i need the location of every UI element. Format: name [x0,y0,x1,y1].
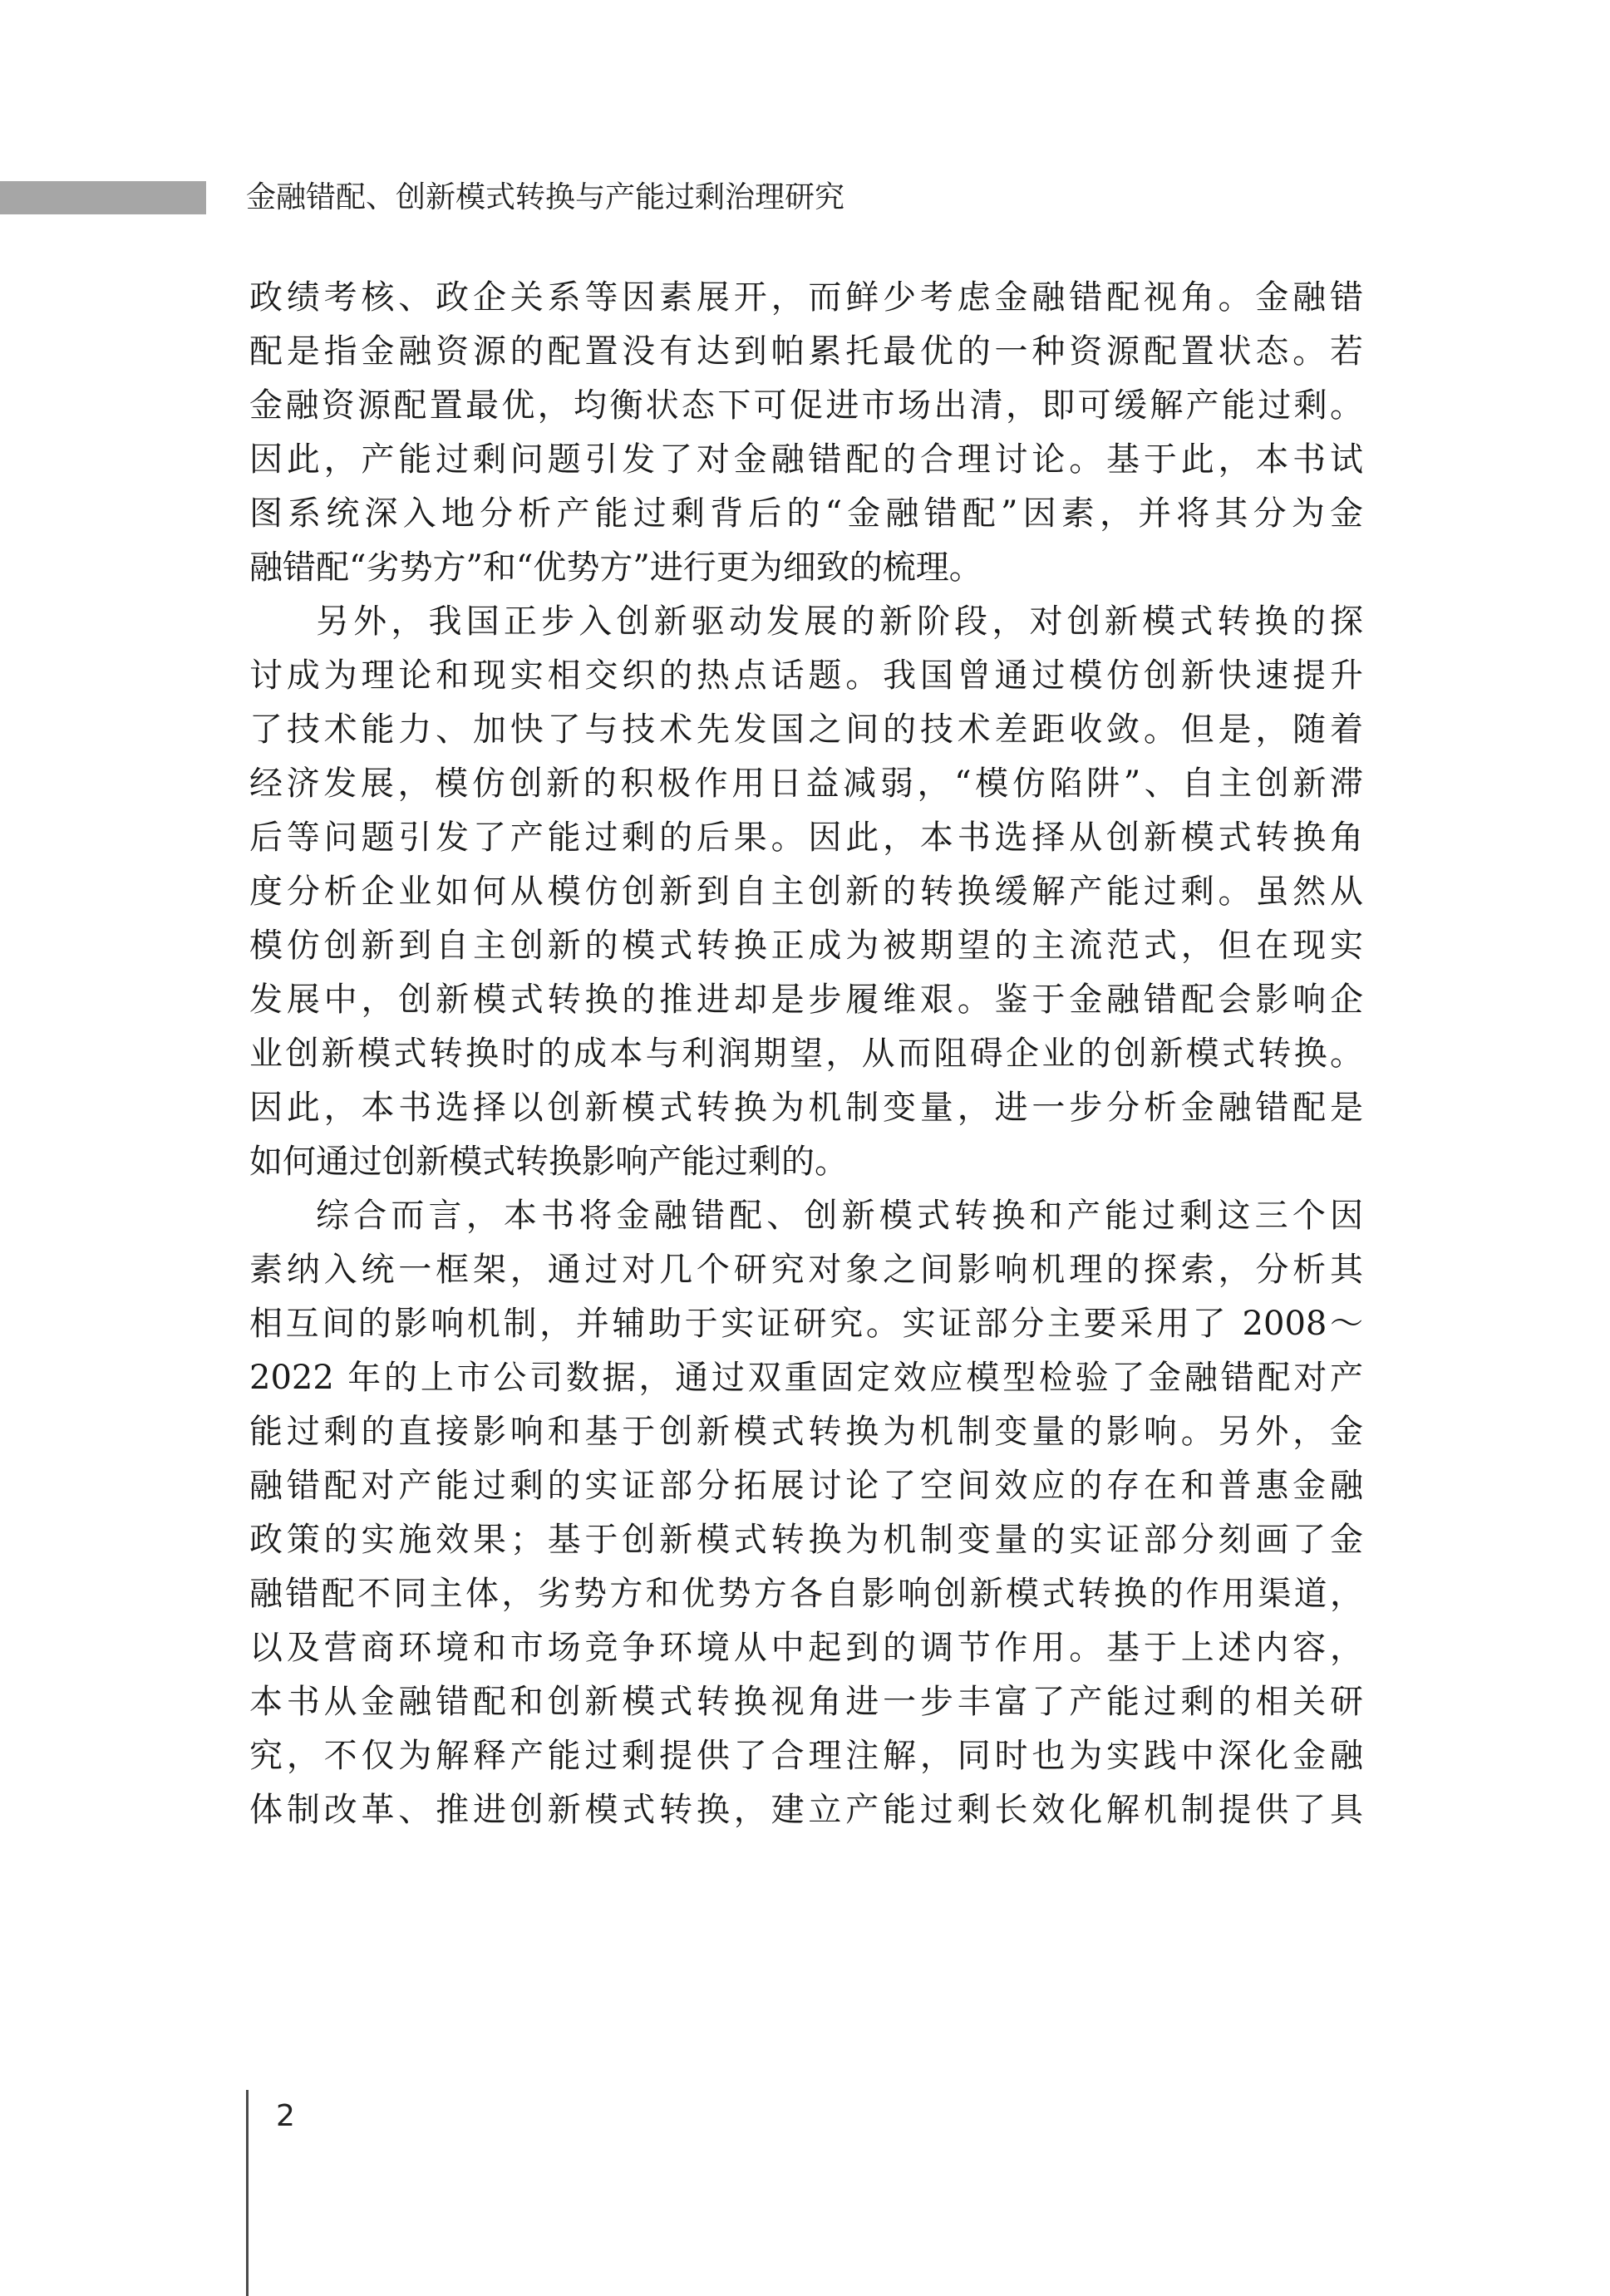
text-line: 经济发展，模仿创新的积极作用日益减弱，“模仿陷阱”、自主创新滞 [249,765,1363,803]
text-line: 能过剩的直接影响和基于创新模式转换为机制变量的影响。另外，金 [249,1413,1363,1451]
paragraph-1 [249,271,1363,595]
text-line: 模仿创新到自主创新的模式转换正成为被期望的主流范式，但在现实 [249,927,1363,965]
text-line: 2022 年的上市公司数据，通过双重固定效应模型检验了金融错配对产 [249,1359,1363,1397]
text-line: 业创新模式转换时的成本与利润期望，从而阻碍企业的创新模式转换。 [249,1035,1363,1073]
text-line: 综合而言，本书将金融错配、创新模式转换和产能过剩这三个因 [316,1197,1363,1235]
text-line: 政策的实施效果；基于创新模式转换为机制变量的实证部分刻画了金 [249,1521,1363,1559]
text-line: 如何通过创新模式转换影响产能过剩的。 [249,1143,848,1181]
text-line: 了技术能力、加快了与技术先发国之间的技术差距收敛。但是，随着 [249,710,1363,749]
text-line: 金融资源配置最优，均衡状态下可促进市场出清，即可缓解产能过剩。 [249,386,1363,425]
text-line: 因此，本书选择以创新模式转换为机制变量，进一步分析金融错配是 [249,1089,1363,1127]
text-line: 相互间的影响机制，并辅助于实证研究。实证部分主要采用了 2008～ [249,1305,1363,1343]
text-line: 融错配对产能过剩的实证部分拓展讨论了空间效应的存在和普惠金融 [249,1467,1363,1505]
text-line: 后等问题引发了产能过剩的后果。因此，本书选择从创新模式转换角 [249,819,1363,857]
text-line: 体制改革、推进创新模式转换，建立产能过剩长效化解机制提供了具 [249,1791,1363,1829]
text-line: 配是指金融资源的配置没有达到帕累托最优的一种资源配置状态。若 [249,332,1363,371]
text-line: 政绩考核、政企关系等因素展开，而鲜少考虑金融错配视角。金融错 [249,278,1363,317]
text-line: 图系统深入地分析产能过剩背后的“金融错配”因素，并将其分为金 [249,494,1363,533]
text-line: 究，不仅为解释产能过剩提供了合理注解，同时也为实践中深化金融 [249,1737,1363,1775]
folio-rule [246,2090,249,2296]
text-line: 度分析企业如何从模仿创新到自主创新的转换缓解产能过剩。虽然从 [249,873,1363,911]
text-line: 融错配不同主体，劣势方和优势方各自影响创新模式转换的作用渠道， [249,1575,1363,1613]
text-line: 讨成为理论和现实相交织的热点话题。我国曾通过模仿创新快速提升 [249,656,1363,695]
text-line: 以及营商环境和市场竞争环境从中起到的调节作用。基于上述内容， [249,1629,1363,1667]
text-line: 另外，我国正步入创新驱动发展的新阶段，对创新模式转换的探 [316,602,1363,641]
text-line: 素纳入统一框架，通过对几个研究对象之间影响机理的探索，分析其 [249,1251,1363,1289]
paragraph-3 [249,1189,1363,1837]
text-line: 发展中，创新模式转换的推进却是步履维艰。鉴于金融错配会影响企 [249,981,1363,1019]
text-line: 融错配“劣势方”和“优势方”进行更为细致的梳理。 [249,548,982,587]
text-line: 因此，产能过剩问题引发了对金融错配的合理讨论。基于此，本书试 [249,440,1363,479]
page-number: 2 [276,2099,295,2133]
text-line: 本书从金融错配和创新模式转换视角进一步丰富了产能过剩的相关研 [249,1683,1363,1721]
paragraph-2 [249,595,1363,1189]
running-header-title: 金融错配、创新模式转换与产能过剩治理研究 [246,180,845,214]
header-gray-bar [0,181,206,214]
body-text [249,271,1363,1837]
